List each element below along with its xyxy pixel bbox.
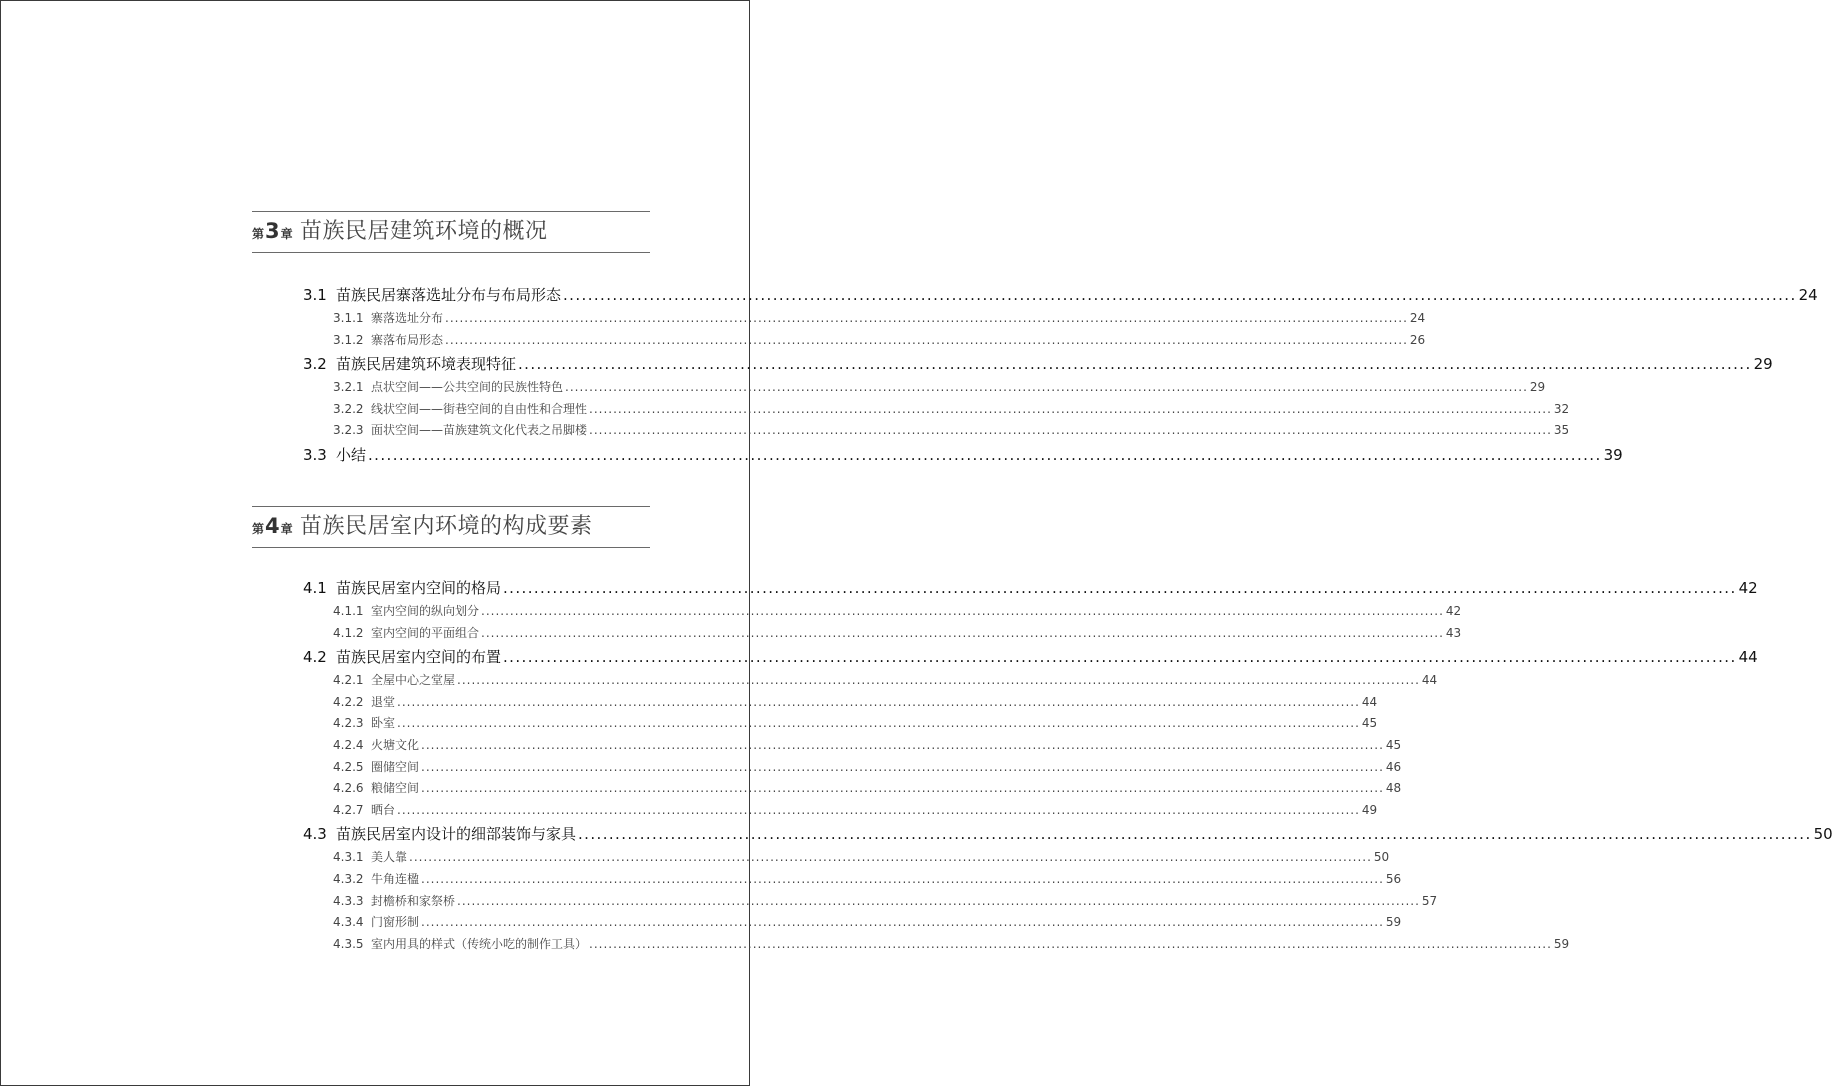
dot-leader: ........................................................................................................................................................................................................ xyxy=(481,604,1444,618)
page-number: 26 xyxy=(1409,332,1426,347)
chapter-label-suffix: 章 xyxy=(280,227,293,241)
page-number: 24 xyxy=(1409,311,1426,325)
page-number: 43 xyxy=(1445,625,1462,640)
toc-subsection-3-2-3[interactable] xyxy=(303,421,1570,443)
dot-leader: ........................................................................................................................................................................................................ xyxy=(589,401,1552,416)
toc-subsection-4-1-2[interactable] xyxy=(303,624,1462,646)
chapter-number: 3 xyxy=(265,219,280,243)
section-number: 3.2 xyxy=(303,355,327,374)
page-number: 29 xyxy=(1529,380,1546,395)
page-number: 39 xyxy=(1603,445,1623,464)
page-number: 46 xyxy=(1385,759,1402,774)
dot-leader: ........................................................................................................................................................................................................ xyxy=(518,355,1752,374)
section-title: 苗族民居室内设计的细部装饰与家具 xyxy=(336,825,577,844)
subsection-number: 4.2.6 xyxy=(333,781,364,796)
subsection-title: 室内空间的平面组合 xyxy=(371,625,480,640)
subsection-title: 退堂 xyxy=(371,694,396,709)
dot-leader: ........................................................................................................................................................................................................ xyxy=(565,380,1528,395)
dot-leader: ........................................................................................................................................................................................................ xyxy=(589,423,1552,438)
subsection-number: 4.3.5 xyxy=(333,936,364,951)
subsection-title: 室内空间的纵向划分 xyxy=(371,604,480,618)
toc-section-4-1[interactable] xyxy=(303,577,1758,602)
dot-leader: ........................................................................................................................................................................................................ xyxy=(457,673,1420,688)
toc-section-3-3[interactable] xyxy=(303,444,1623,469)
section-title: 苗族民居室内空间的布置 xyxy=(336,648,502,667)
subsection-number: 4.2.7 xyxy=(333,802,364,817)
subsection-number: 4.2.1 xyxy=(333,673,364,688)
page-number: 49 xyxy=(1361,802,1378,817)
chapter-4-header xyxy=(252,506,650,548)
section-title: 苗族民居室内空间的格局 xyxy=(336,579,502,597)
subsection-title: 点状空间——公共空间的民族性特色 xyxy=(371,380,564,395)
dot-leader: ........................................................................................................................................................................................................ xyxy=(563,286,1797,304)
toc-subsection-4-3-3[interactable] xyxy=(303,892,1438,914)
toc-section-3-2[interactable] xyxy=(303,353,1773,378)
dot-leader: ........................................................................................................................................................................................................ xyxy=(397,716,1360,731)
chapter-3-header xyxy=(252,211,650,253)
page-number: 45 xyxy=(1385,737,1402,752)
dot-leader: ........................................................................................................................................................................................................ xyxy=(503,648,1737,667)
dot-leader: ........................................................................................................................................................................................................ xyxy=(481,625,1444,640)
toc-subsection-4-2-3[interactable] xyxy=(303,714,1378,736)
section-number: 3.3 xyxy=(303,445,327,464)
subsection-number: 4.3.1 xyxy=(333,850,364,865)
chapter-label xyxy=(252,514,300,538)
page-number: 45 xyxy=(1361,716,1378,731)
toc-subsection-3-2-1[interactable] xyxy=(303,378,1546,400)
toc-subsection-4-2-5[interactable] xyxy=(303,758,1402,780)
section-number: 4.2 xyxy=(303,648,327,667)
dot-leader: ........................................................................................................................................................................................................ xyxy=(397,694,1360,709)
chapter-bottom-rule xyxy=(252,547,650,548)
page-number: 42 xyxy=(1445,604,1462,618)
section-title: 苗族民居寨落选址分布与布局形态 xyxy=(336,286,562,304)
dot-leader: ........................................................................................................................................................................................................ xyxy=(445,311,1408,325)
page-number: 48 xyxy=(1385,781,1402,796)
subsection-title: 火塘文化 xyxy=(371,737,420,752)
chapter-label-prefix: 第 xyxy=(252,522,265,536)
toc-subsection-4-2-2[interactable] xyxy=(303,693,1378,715)
subsection-number: 4.1.1 xyxy=(333,604,364,618)
dot-leader: ........................................................................................................................................................................................................ xyxy=(397,802,1360,817)
toc-subsection-4-3-1[interactable] xyxy=(303,848,1390,870)
page-number: 24 xyxy=(1798,286,1818,304)
toc-section-4-3[interactable] xyxy=(303,823,1833,848)
subsection-number: 4.1.2 xyxy=(333,625,364,640)
page-number: 42 xyxy=(1738,579,1758,597)
subsection-title: 粮储空间 xyxy=(371,781,420,796)
chapter-title: 苗族民居室内环境的构成要素 xyxy=(300,514,593,539)
dot-leader: ........................................................................................................................................................................................................ xyxy=(445,332,1408,347)
subsection-number: 4.2.4 xyxy=(333,737,364,752)
page-number: 59 xyxy=(1553,936,1570,951)
toc-subsection-4-2-1[interactable] xyxy=(303,671,1438,693)
subsection-number: 4.3.3 xyxy=(333,893,364,908)
page-number: 32 xyxy=(1553,401,1570,416)
chapter-label-prefix: 第 xyxy=(252,227,265,241)
section-number: 4.3 xyxy=(303,825,327,844)
toc-section-3-1[interactable] xyxy=(303,284,1818,309)
toc-subsection-4-1-1[interactable] xyxy=(303,602,1462,624)
page-number: 35 xyxy=(1553,423,1570,438)
toc-section-4-2[interactable] xyxy=(303,646,1758,671)
subsection-title: 圈储空间 xyxy=(371,759,420,774)
dot-leader: ........................................................................................................................................................................................................ xyxy=(578,825,1812,844)
dot-leader: ........................................................................................................................................................................................................ xyxy=(421,871,1384,886)
subsection-title: 线状空间——街巷空间的自由性和合理性 xyxy=(371,401,588,416)
subsection-number: 4.2.3 xyxy=(333,716,364,731)
chapter-3-toc xyxy=(303,283,1818,469)
section-number: 3.1 xyxy=(303,286,327,304)
subsection-number: 4.3.4 xyxy=(333,915,364,930)
subsection-title: 门窗形制 xyxy=(371,915,420,930)
toc-subsection-4-2-4[interactable] xyxy=(303,736,1402,758)
page-number: 56 xyxy=(1385,871,1402,886)
dot-leader: ........................................................................................................................................................................................................ xyxy=(368,445,1602,464)
toc-subsection-4-3-5[interactable] xyxy=(303,935,1570,957)
subsection-number: 3.2.3 xyxy=(333,423,364,438)
subsection-title: 面状空间——苗族建筑文化代表之吊脚楼 xyxy=(371,423,588,438)
chapter-title: 苗族民居建筑环境的概况 xyxy=(300,219,548,244)
toc-subsection-4-2-7[interactable] xyxy=(303,801,1378,823)
subsection-title: 全屋中心之堂屋 xyxy=(371,673,456,688)
dot-leader: ........................................................................................................................................................................................................ xyxy=(421,759,1384,774)
subsection-title: 寨落选址分布 xyxy=(371,311,444,325)
subsection-number: 4.2.2 xyxy=(333,694,364,709)
chapter-bottom-rule xyxy=(252,252,650,253)
subsection-title: 晒台 xyxy=(371,802,396,817)
toc-subsection-3-1-2[interactable] xyxy=(303,331,1426,353)
toc-subsection-3-2-2[interactable] xyxy=(303,400,1570,422)
dot-leader: ........................................................................................................................................................................................................ xyxy=(421,915,1384,930)
toc-subsection-4-3-4[interactable] xyxy=(303,913,1402,935)
toc-subsection-4-2-6[interactable] xyxy=(303,779,1402,801)
subsection-number: 3.1.1 xyxy=(333,311,364,325)
dot-leader: ........................................................................................................................................................................................................ xyxy=(457,893,1420,908)
chapter-number: 4 xyxy=(265,514,280,538)
page-number: 59 xyxy=(1385,915,1402,930)
page-number: 57 xyxy=(1421,893,1438,908)
dot-leader: ........................................................................................................................................................................................................ xyxy=(409,850,1372,865)
section-number: 4.1 xyxy=(303,579,327,597)
dot-leader: ........................................................................................................................................................................................................ xyxy=(421,781,1384,796)
page-number: 44 xyxy=(1738,648,1758,667)
chapter-4-toc xyxy=(303,576,1833,956)
toc-subsection-3-1-1[interactable] xyxy=(303,309,1426,331)
subsection-number: 4.2.5 xyxy=(333,759,364,774)
subsection-title: 卧室 xyxy=(371,716,396,731)
dot-leader: ........................................................................................................................................................................................................ xyxy=(589,936,1552,951)
section-title: 苗族民居建筑环境表现特征 xyxy=(336,355,517,374)
chapter-label-suffix: 章 xyxy=(280,522,293,536)
page-number: 44 xyxy=(1361,694,1378,709)
subsection-title: 牛角连楹 xyxy=(371,871,420,886)
subsection-title: 室内用具的样式（传统小吃的制作工具） xyxy=(371,936,588,951)
dot-leader: ........................................................................................................................................................................................................ xyxy=(503,579,1737,597)
subsection-number: 3.2.1 xyxy=(333,380,364,395)
subsection-title: 寨落布局形态 xyxy=(371,332,444,347)
page-number: 50 xyxy=(1373,850,1390,865)
subsection-number: 4.3.2 xyxy=(333,871,364,886)
subsection-number: 3.1.2 xyxy=(333,332,364,347)
page-number: 50 xyxy=(1813,825,1833,844)
subsection-number: 3.2.2 xyxy=(333,401,364,416)
page-number: 29 xyxy=(1753,355,1773,374)
toc-subsection-4-3-2[interactable] xyxy=(303,870,1402,892)
subsection-title: 美人靠 xyxy=(371,850,408,865)
section-title: 小结 xyxy=(336,445,367,464)
subsection-title: 封檐桥和家祭桥 xyxy=(371,893,456,908)
dot-leader: ........................................................................................................................................................................................................ xyxy=(421,737,1384,752)
page-number: 44 xyxy=(1421,673,1438,688)
chapter-label xyxy=(252,219,300,243)
